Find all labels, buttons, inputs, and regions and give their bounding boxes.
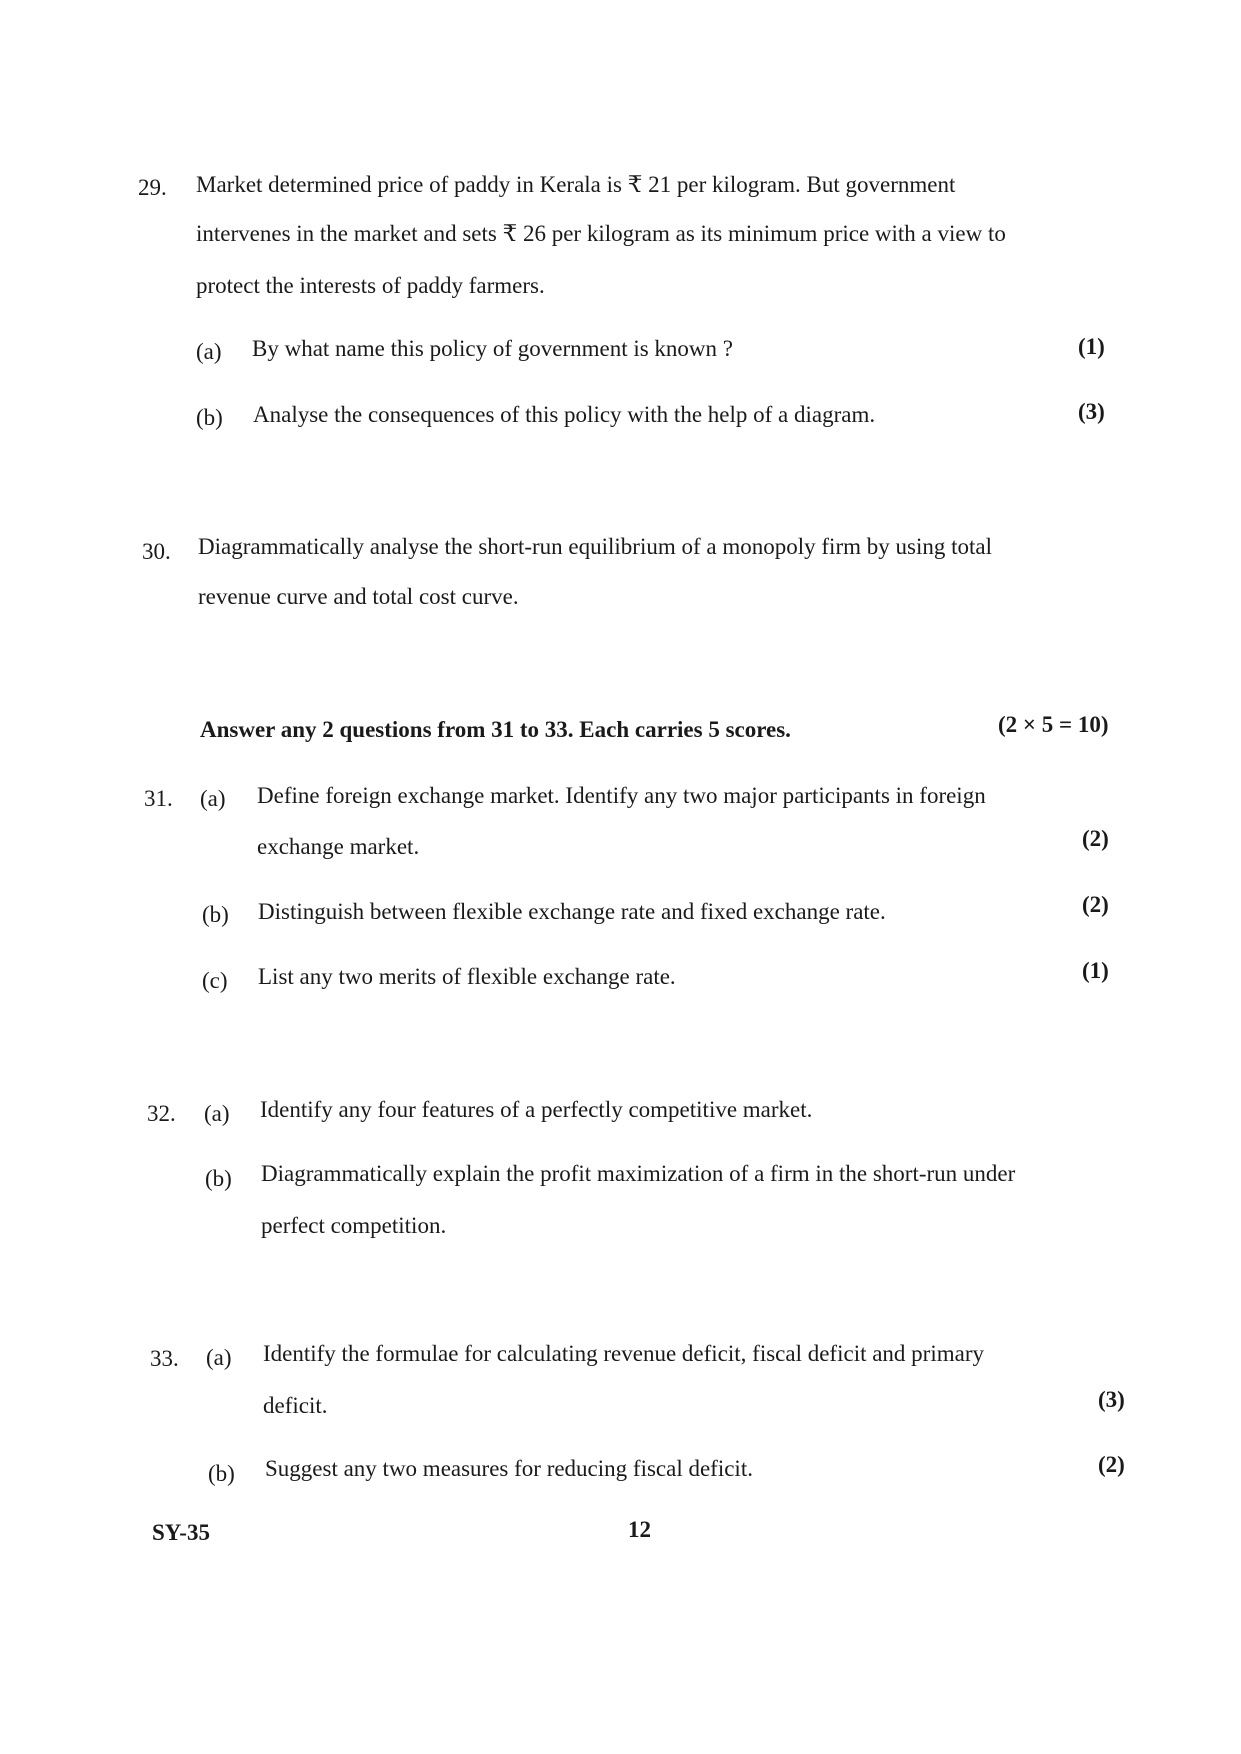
q31-number: 31. <box>144 786 173 811</box>
section-scores: (2 × 5 = 10) <box>998 712 1109 737</box>
q32-number: 32. <box>147 1101 176 1126</box>
q29-b-text: Analyse the consequences of this policy with the help of a diagram. <box>253 402 876 427</box>
q33-a-line1: Identify the formulae for calculating revenue deficit, fiscal deficit and primary <box>263 1341 984 1366</box>
q33-b-label: (b) <box>208 1461 235 1486</box>
q29-stem-line2: intervenes in the market and sets ₹ 26 per kilogram as its minimum price with a view to <box>196 221 1006 246</box>
q33-a-line2: deficit. <box>263 1393 328 1418</box>
q33-number: 33. <box>150 1346 179 1371</box>
q32-b-label: (b) <box>205 1166 232 1191</box>
q31-a-line1: Define foreign exchange market. Identify any two major participants in foreign <box>257 783 986 808</box>
q29-b-marks: (3) <box>1078 399 1105 424</box>
q31-a-line2: exchange market. <box>257 834 420 859</box>
q29-a-label: (a) <box>196 339 222 364</box>
q33-a-marks: (3) <box>1098 1387 1125 1412</box>
q33-b-marks: (2) <box>1098 1452 1125 1477</box>
q29-stem-line1: Market determined price of paddy in Kerala is ₹ 21 per kilogram. But government <box>196 172 956 197</box>
q31-a-marks: (2) <box>1082 826 1109 851</box>
q29-a-text: By what name this policy of government is known ? <box>252 336 734 361</box>
q31-b-label: (b) <box>202 902 229 927</box>
q29-number: 29. <box>138 175 167 200</box>
q31-a-label: (a) <box>200 786 226 811</box>
q33-b-text: Suggest any two measures for reducing fiscal deficit. <box>265 1456 753 1481</box>
q31-c-label: (c) <box>202 968 228 993</box>
q29-b-label: (b) <box>196 405 223 430</box>
q32-a-text: Identify any four features of a perfectly competitive market. <box>260 1097 813 1122</box>
q32-b-line2: perfect competition. <box>261 1213 447 1238</box>
q29-stem-line3: protect the interests of paddy farmers. <box>196 273 545 298</box>
section-instruction: Answer any 2 questions from 31 to 33. Each carries 5 scores. <box>200 717 791 742</box>
q32-b-line1: Diagrammatically explain the profit maximization of a firm in the short-run under <box>261 1161 1016 1186</box>
exam-code: SY-35 <box>152 1520 210 1545</box>
page-number: 12 <box>628 1517 651 1542</box>
q31-c-text: List any two merits of flexible exchange rate. <box>258 964 676 989</box>
q29-a-marks: (1) <box>1078 334 1105 359</box>
q30-line2: revenue curve and total cost curve. <box>198 584 519 609</box>
q30-line1: Diagrammatically analyse the short-run equilibrium of a monopoly firm by using total <box>198 534 992 559</box>
q31-b-text: Distinguish between flexible exchange rate and fixed exchange rate. <box>258 899 886 924</box>
q33-a-label: (a) <box>206 1345 232 1370</box>
q31-b-marks: (2) <box>1082 892 1109 917</box>
q30-number: 30. <box>142 539 171 564</box>
q32-a-label: (a) <box>204 1101 230 1126</box>
q31-c-marks: (1) <box>1082 958 1109 983</box>
